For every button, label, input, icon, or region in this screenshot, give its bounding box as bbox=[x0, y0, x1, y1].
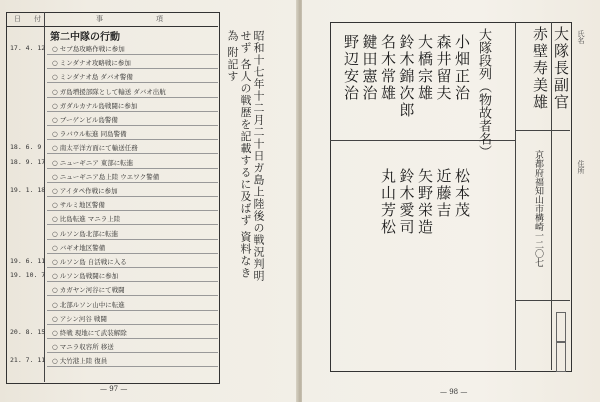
left-page bbox=[0, 0, 298, 402]
entry-text: ○ ガ島増援部隊として輸送 ダバオ出航 bbox=[52, 87, 166, 96]
entry-rule bbox=[47, 224, 218, 225]
entry-text: ○ アシン河谷 戦闘 bbox=[52, 314, 107, 323]
address-row-divider bbox=[515, 130, 570, 131]
header-date: 付 bbox=[34, 15, 41, 23]
entry-rule bbox=[47, 125, 218, 126]
entry-rule bbox=[47, 324, 218, 325]
members-label: 大隊段列（物故者名） bbox=[476, 28, 491, 158]
col-label-name: 氏名 bbox=[577, 30, 585, 44]
entry-text: ○ 終戦 現地にて武装解除 bbox=[52, 329, 127, 337]
entry-rule bbox=[47, 281, 218, 282]
left-page-number: — 97 — bbox=[100, 385, 128, 393]
entry-text: ○ 大竹港上陸 復員 bbox=[52, 357, 108, 366]
member-name: 矢野栄造 bbox=[416, 168, 434, 236]
entry-text: ○ ラバウル転進 同島警備 bbox=[52, 130, 127, 139]
header-matter: 事 bbox=[96, 15, 103, 23]
entry-text: ○ ブーゲンビル島警備 bbox=[52, 116, 118, 124]
member-name: 野辺安治 bbox=[342, 34, 360, 102]
entry-text: ○ アイタペ作戦に参加 bbox=[52, 187, 118, 195]
stamp-cell-2 bbox=[556, 342, 566, 372]
member-name: 小畑正治 bbox=[453, 34, 471, 102]
entry-rule bbox=[47, 310, 218, 311]
entry-rule bbox=[47, 54, 218, 55]
entry-rule bbox=[47, 253, 218, 254]
stamp-cell-1 bbox=[556, 312, 566, 342]
entry-date: 19. 6. 11 bbox=[10, 257, 46, 265]
entry-rule bbox=[47, 210, 218, 211]
member-name: 丸山芳松 bbox=[379, 168, 397, 236]
entry-text: ○ セブ島攻略作戦に参加 bbox=[52, 45, 125, 53]
entry-rule bbox=[47, 338, 218, 339]
entry-date: 19. 1. 18 bbox=[10, 186, 46, 194]
header-item: 項 bbox=[156, 15, 163, 23]
header-day: 日 bbox=[14, 15, 21, 23]
entry-rule bbox=[47, 139, 218, 140]
entry-rule bbox=[47, 97, 218, 98]
member-name: 森井留夫 bbox=[434, 34, 453, 102]
member-name: 大橋宗雄 bbox=[416, 34, 434, 102]
entry-rule bbox=[47, 267, 218, 268]
entry-rule bbox=[47, 168, 218, 169]
entry-text: ○ マニラ収容所 移送 bbox=[52, 343, 114, 352]
member-name: 近藤吉 bbox=[434, 168, 453, 219]
entry-text: ○ ミンダナオ攻略戦に参加 bbox=[52, 59, 131, 68]
entry-text: ○ ニューギニア 東部に転進 bbox=[52, 158, 134, 167]
entry-rule bbox=[47, 182, 218, 183]
member-name: 鍵田憲治 bbox=[360, 34, 379, 102]
address-text: 京都府福知山市構崎一二〇七 bbox=[533, 150, 543, 267]
date-column-divider bbox=[44, 12, 45, 382]
member-name: 鈴木錦次郎 bbox=[397, 34, 416, 119]
entry-date: 18. 6. 9 bbox=[10, 143, 42, 152]
entry-text: ○ ミンダナオ島 ダバオ警備 bbox=[52, 73, 133, 82]
entry-rule bbox=[47, 111, 218, 112]
entry-text: ○ サルミ地区警備 bbox=[52, 201, 105, 210]
entry-rule bbox=[47, 153, 218, 154]
entry-text: ○ 南太平洋方面にて輸送任務 bbox=[52, 144, 138, 153]
member-name: 松本茂 bbox=[453, 168, 471, 219]
entry-date: 18. 9. 17 bbox=[10, 157, 46, 166]
member-name: 鈴木愛司 bbox=[397, 168, 416, 236]
entry-date: 19. 10. 7 bbox=[10, 271, 46, 280]
commander-name: 大隊長副官 赤壁寿美雄 bbox=[531, 26, 570, 111]
vertical-handwritten-note: 昭和十七年十二月二十日ガ島上陸後の戦況判明せず 各人の戦歴を記載するに及ばず 資料なき為 附記す bbox=[226, 30, 265, 282]
entry-rule bbox=[47, 196, 218, 197]
entry-text: ○ カガヤン河谷にて戦闘 bbox=[52, 286, 125, 295]
entry-rule bbox=[47, 352, 218, 353]
entry-rule bbox=[47, 295, 218, 296]
right-column-divider-1 bbox=[515, 22, 516, 370]
entry-rule bbox=[47, 366, 218, 367]
entry-text: ○ バギオ地区警備 bbox=[52, 243, 106, 252]
entry-text: ○ ルソン島北部に転進 bbox=[52, 229, 119, 238]
left-table-header bbox=[6, 12, 218, 27]
address-lower-divider bbox=[515, 300, 570, 301]
entry-rule bbox=[47, 68, 218, 69]
entry-date: 21. 7. 11 bbox=[10, 356, 46, 365]
entry-text: ○ ルソン島戦闘に参加 bbox=[52, 272, 119, 281]
entry-date: 20. 8. 15 bbox=[10, 328, 46, 336]
entry-rule bbox=[47, 239, 218, 240]
entry-text: ○ 比島転進 マニラ上陸 bbox=[52, 215, 121, 224]
entry-text: ○ ルソン島 自活戦に入る bbox=[52, 258, 127, 266]
entry-date: 17. 4. 12 bbox=[10, 44, 46, 52]
entry-rule bbox=[47, 82, 218, 83]
entry-text: ○ 北部ルソン山中に転進 bbox=[52, 300, 125, 309]
entry-text: ○ ガダルカナル島戦闘に参加 bbox=[52, 101, 138, 110]
col-label-address: 住所 bbox=[577, 160, 585, 174]
right-page-number: — 98 — bbox=[440, 388, 468, 396]
section-title: 第二中隊の行動 bbox=[50, 32, 120, 43]
entry-text: ○ ニューギニア島上陸 ウエワク警備 bbox=[52, 172, 160, 181]
member-name: 名木常雄 bbox=[379, 34, 397, 102]
